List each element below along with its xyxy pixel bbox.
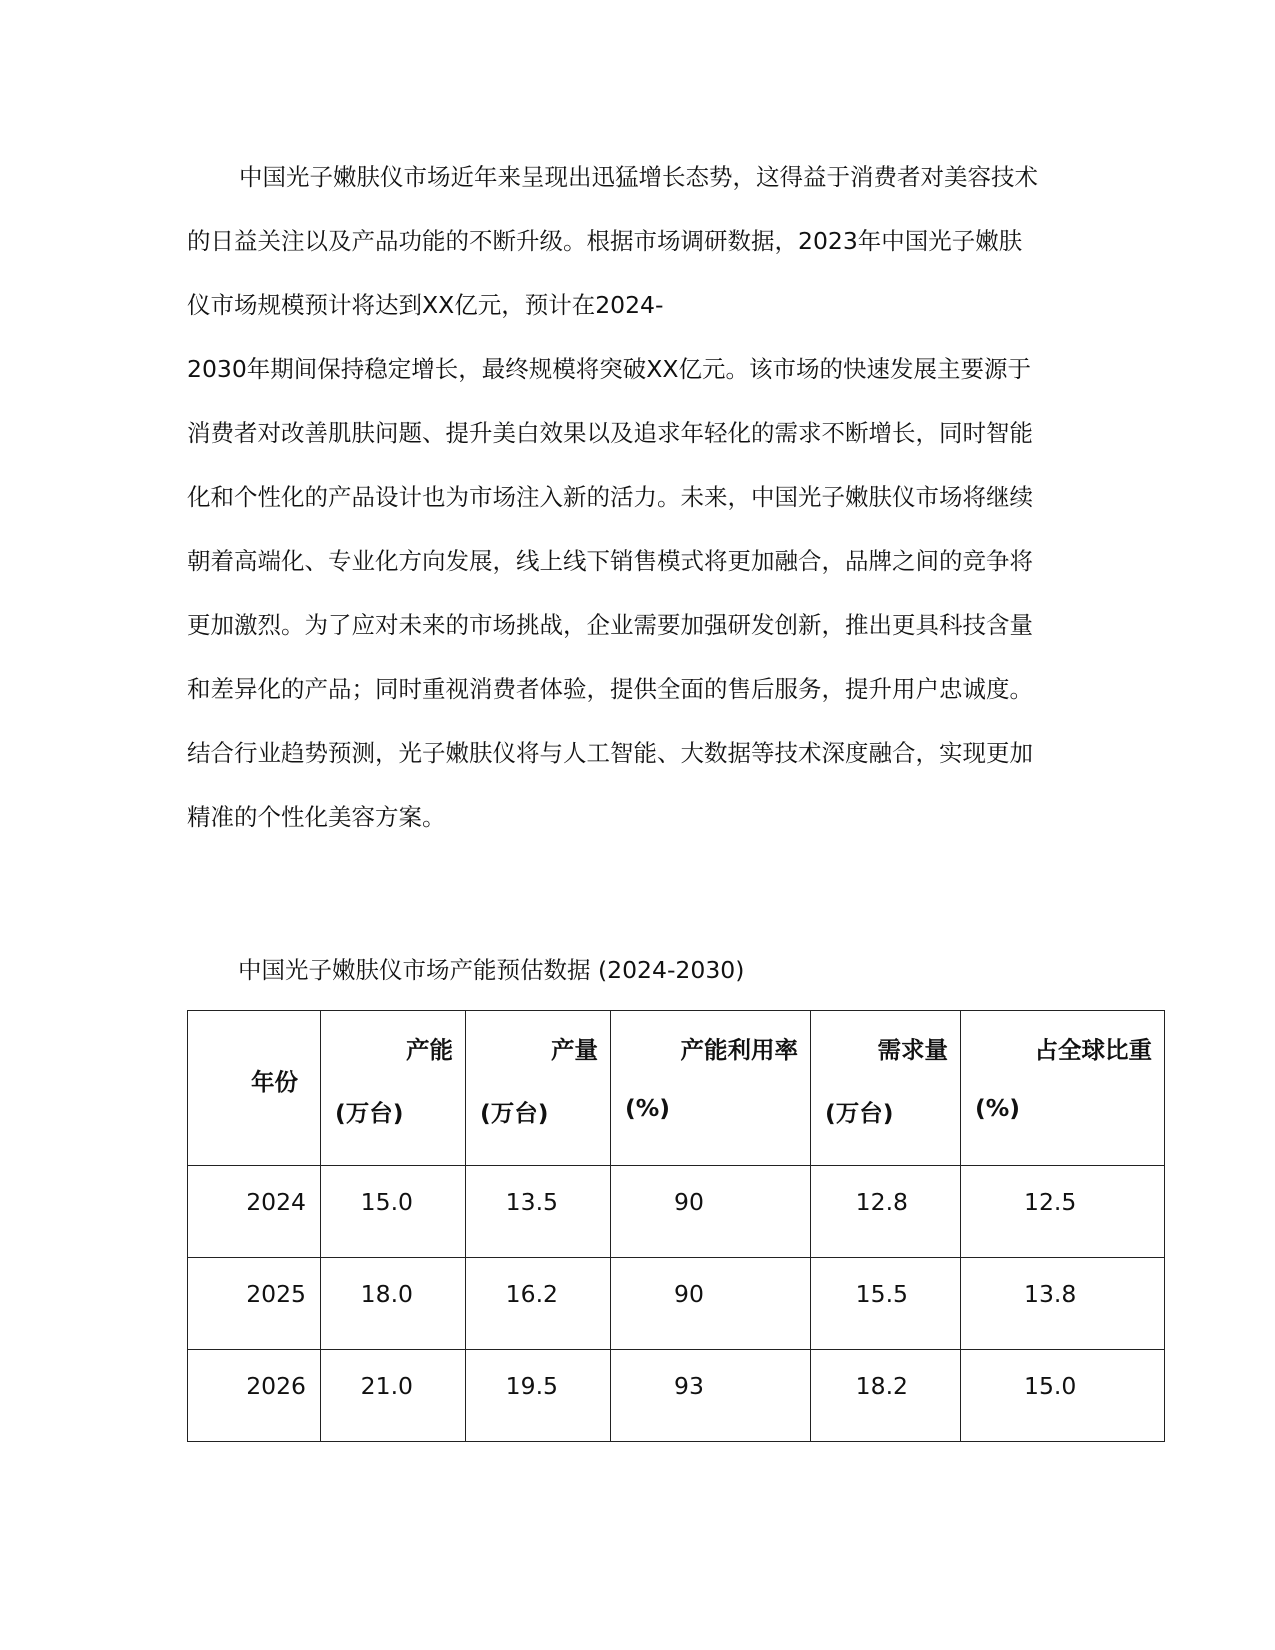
table-row [188, 1166, 1165, 1258]
cell-utilization [611, 1166, 811, 1258]
table-caption: 中国光子嫩肤仪市场产能预估数据 (2024-2030) [238, 956, 745, 984]
header-utilization-unit: (%) [625, 1094, 671, 1122]
cell-value: 18.0 [360, 1280, 413, 1308]
cell-value: 15.0 [1024, 1372, 1077, 1400]
header-year-label: 年份 [251, 1068, 298, 1096]
cell-utilization [611, 1350, 811, 1442]
cell-demand [811, 1258, 961, 1350]
paragraph-line: 结合行业趋势预测，光子嫩肤仪将与人工智能、大数据等技术深度融合，实现更加 [187, 739, 1033, 767]
header-utilization-label: 产能利用率 [680, 1036, 798, 1064]
cell-output [466, 1350, 611, 1442]
header-utilization [611, 1011, 811, 1166]
cell-value: 2025 [246, 1280, 306, 1308]
body-paragraph [187, 145, 1092, 849]
cell-value: 15.0 [360, 1188, 413, 1216]
cell-share [961, 1350, 1165, 1442]
cell-value: 93 [674, 1372, 704, 1400]
paragraph-line: 朝着高端化、专业化方向发展，线上线下销售模式将更加融合，品牌之间的竞争将 [187, 547, 1033, 575]
header-demand-label: 需求量 [877, 1036, 948, 1064]
cell-capacity [321, 1166, 466, 1258]
paragraph-line: 更加激烈。为了应对未来的市场挑战，企业需要加强研发创新，推出更具科技含量 [187, 611, 1033, 639]
paragraph-line: 的日益关注以及产品功能的不断升级。根据市场调研数据，2023年中国光子嫩肤 [187, 227, 1023, 255]
cell-capacity [321, 1350, 466, 1442]
table-row [188, 1350, 1165, 1442]
table-row [188, 1258, 1165, 1350]
cell-value: 18.2 [855, 1372, 908, 1400]
header-capacity-unit: (万台) [335, 1099, 404, 1127]
cell-demand [811, 1350, 961, 1442]
cell-value: 13.8 [1024, 1280, 1077, 1308]
cell-value: 16.2 [505, 1280, 558, 1308]
cell-value: 90 [674, 1188, 704, 1216]
header-year [188, 1011, 321, 1166]
paragraph-line: 2030年期间保持稳定增长，最终规模将突破XX亿元。该市场的快速发展主要源于 [187, 355, 1032, 383]
header-share [961, 1011, 1165, 1166]
cell-value: 2024 [246, 1188, 306, 1216]
paragraph-line: 仪市场规模预计将达到XX亿元，预计在2024- [187, 291, 664, 319]
header-output-label: 产量 [551, 1036, 598, 1064]
header-demand [811, 1011, 961, 1166]
cell-year [188, 1258, 321, 1350]
cell-value: 19.5 [505, 1372, 558, 1400]
header-output-unit: (万台) [480, 1099, 549, 1127]
header-share-unit: (%) [975, 1094, 1021, 1122]
cell-demand [811, 1166, 961, 1258]
cell-share [961, 1166, 1165, 1258]
paragraph-line: 化和个性化的产品设计也为市场注入新的活力。未来，中国光子嫩肤仪市场将继续 [187, 483, 1033, 511]
paragraph-line: 和差异化的产品；同时重视消费者体验，提供全面的售后服务，提升用户忠诚度。 [187, 675, 1033, 703]
cell-share [961, 1258, 1165, 1350]
cell-value: 21.0 [360, 1372, 413, 1400]
header-demand-unit: (万台) [825, 1099, 894, 1127]
cell-output [466, 1166, 611, 1258]
paragraph-line: 中国光子嫩肤仪市场近年来呈现出迅猛增长态势，这得益于消费者对美容技术 [239, 163, 1038, 191]
header-share-label: 占全球比重 [1034, 1036, 1152, 1064]
header-output [466, 1011, 611, 1166]
cell-year [188, 1166, 321, 1258]
capacity-table [187, 1010, 1165, 1442]
cell-value: 90 [674, 1280, 704, 1308]
cell-output [466, 1258, 611, 1350]
cell-value: 13.5 [505, 1188, 558, 1216]
cell-year [188, 1350, 321, 1442]
cell-value: 12.5 [1024, 1188, 1077, 1216]
header-capacity [321, 1011, 466, 1166]
cell-value: 2026 [246, 1372, 306, 1400]
cell-value: 12.8 [855, 1188, 908, 1216]
paragraph-line: 消费者对改善肌肤问题、提升美白效果以及追求年轻化的需求不断增长，同时智能 [187, 419, 1033, 447]
cell-value: 15.5 [855, 1280, 908, 1308]
cell-utilization [611, 1258, 811, 1350]
paragraph-line: 精准的个性化美容方案。 [187, 803, 446, 831]
table-header-row [188, 1011, 1165, 1166]
cell-capacity [321, 1258, 466, 1350]
header-capacity-label: 产能 [406, 1036, 453, 1064]
